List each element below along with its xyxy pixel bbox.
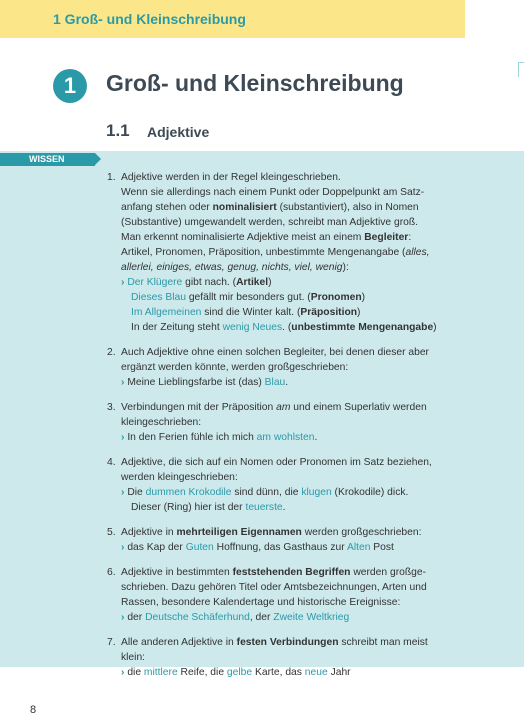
example-line (121, 375, 517, 390)
example-line (121, 275, 517, 290)
example-highlight: mittlere (143, 667, 178, 678)
rule-text: ): (342, 262, 349, 273)
rule-text: kleingeschrieben: (121, 417, 202, 428)
rule-text: Adjektive, die sich auf ein Nomen oder Pronomen im Satz beziehen, (121, 457, 432, 468)
example-text: sind die Winter kalt. ( (201, 307, 301, 318)
rule-text: werden kleingeschrieben: (121, 472, 238, 483)
rule-text: Adjektive in (121, 527, 177, 538)
example-text: ) (361, 292, 366, 303)
example-text: Meine Lieblingsfarbe ist (das) (127, 377, 265, 388)
example-line (121, 665, 517, 680)
rule-term: feststehenden Begriffen (232, 567, 351, 578)
example-highlight: Im Allgemeinen (131, 307, 202, 318)
rule-number: 6. (107, 567, 116, 578)
rule-text: Verbindungen mit der Präposition (121, 402, 277, 413)
example-text: das Kap der (127, 542, 186, 553)
example-category: Pronomen (310, 292, 362, 303)
rule-italic: allerlei, einiges, etwas, genug, nichts, viel, wenig (121, 262, 343, 273)
page-edge-mark (518, 62, 524, 77)
example-line (121, 320, 517, 335)
example-category: unbestimmte Mengenangabe (291, 322, 434, 333)
example-text: ) (357, 307, 361, 318)
running-header-title: 1 Groß- und Kleinschreibung (53, 11, 246, 27)
example-text: (Krokodile) dick. (331, 487, 409, 498)
example-highlight: Alten (346, 542, 371, 553)
example-highlight: dummen Krokodile (145, 487, 232, 498)
rule-text: Auch Adjektive ohne einen solchen Begleiter, bei denen dieser aber (121, 347, 429, 358)
example-text: Hoffnung, das Gasthaus zur (213, 542, 347, 553)
rule-text: schreibt man meist (338, 637, 428, 648)
example-line (121, 290, 517, 305)
rule-italic: am (276, 402, 291, 413)
example-text: gibt nach. ( (182, 277, 237, 288)
rule-3 (107, 400, 517, 445)
chapter-title: Groß- und Kleinschreibung (106, 70, 404, 96)
rule-number: 1. (107, 172, 116, 183)
rule-text: (substantiviert), also in Nomen (276, 202, 419, 213)
rule-number: 5. (107, 527, 116, 538)
rule-text: Rassen, besondere Kalendertage und historische Ereignisse: (121, 597, 401, 608)
rule-text: anfang stehen oder (121, 202, 213, 213)
knowledge-box-label: WISSEN (0, 153, 95, 166)
rule-text: : (408, 232, 412, 243)
example-text: . (314, 432, 318, 443)
rule-5 (107, 525, 517, 555)
rule-7 (107, 635, 517, 680)
rule-number: 3. (107, 402, 116, 413)
page-number: 8 (30, 704, 37, 716)
rule-text: schrieben. Dazu gehören Titel oder Amtsbezeichnungen, Arten und (121, 582, 427, 593)
rules-list (107, 170, 517, 690)
example-text: Dieser (Ring) hier ist der (131, 502, 246, 513)
example-highlight: wenig Neues (222, 322, 283, 333)
rule-text: Alle anderen Adjektive in (121, 637, 237, 648)
example-text: der (127, 612, 146, 623)
section-number: 1.1 (106, 121, 130, 140)
example-line (121, 610, 517, 625)
example-line (121, 540, 517, 555)
arrow-icon: › (121, 667, 125, 678)
arrow-icon: › (121, 432, 125, 443)
arrow-icon: › (121, 377, 125, 388)
rule-text: Adjektive werden in der Regel kleingeschrieben. (121, 172, 341, 183)
rule-6 (107, 565, 517, 625)
example-text: In den Ferien fühle ich mich (127, 432, 257, 443)
rule-text: werden großge- (350, 567, 427, 578)
section-title: Adjektive (147, 124, 210, 140)
example-highlight: Deutsche Schäferhund (145, 612, 250, 623)
example-line (121, 305, 517, 320)
running-header (0, 0, 465, 38)
example-text: ) (268, 277, 272, 288)
example-highlight: am wohlsten (256, 432, 315, 443)
example-text: . (282, 502, 286, 513)
example-text: die (127, 667, 144, 678)
rule-4 (107, 455, 517, 515)
rule-number: 7. (107, 637, 116, 648)
example-text: . ( (282, 322, 292, 333)
example-line (121, 500, 517, 515)
rule-number: 2. (107, 347, 116, 358)
rule-text: (Substantive) umgewandelt werden, schreibt man Adjektive groß. (121, 217, 419, 228)
example-highlight: Blau (264, 377, 286, 388)
example-line (121, 430, 517, 445)
rule-term: mehrteiligen Eigennamen (176, 527, 302, 538)
example-text: sind dünn, die (231, 487, 302, 498)
example-highlight: Dieses Blau (131, 292, 186, 303)
chapter-number-badge: 1 (53, 69, 87, 103)
example-highlight: gelbe (226, 667, 253, 678)
example-text: Die (127, 487, 146, 498)
example-highlight: klugen (301, 487, 332, 498)
example-highlight: neue (304, 667, 328, 678)
example-text: Reife, die (177, 667, 227, 678)
example-highlight: Guten (185, 542, 214, 553)
arrow-icon: › (121, 487, 125, 498)
rule-text: ergänzt werden könnte, werden großgeschrieben: (121, 362, 349, 373)
example-text: , der (249, 612, 274, 623)
arrow-icon: › (121, 542, 125, 553)
rule-italic: alles, (405, 247, 430, 258)
example-text: gefällt mir besonders gut. ( (185, 292, 311, 303)
example-highlight: teuerste (245, 502, 283, 513)
example-highlight: Zweite Weltkrieg (273, 612, 350, 623)
rule-text: Adjektive in bestimmten (121, 567, 233, 578)
example-highlight: Der Klügere (127, 277, 183, 288)
example-text: Karte, das (252, 667, 305, 678)
example-category: Präposition (300, 307, 358, 318)
rule-term: nominalisiert (212, 202, 277, 213)
rule-term: Begleiter (364, 232, 409, 243)
rule-text: Wenn sie allerdings nach einem Punkt oder Doppelpunkt am Satz- (121, 187, 425, 198)
example-text: . (285, 377, 289, 388)
rule-text: klein: (121, 652, 146, 663)
rule-text: Artikel, Pronomen, Präposition, unbestimmte Mengenangabe ( (121, 247, 406, 258)
rule-2 (107, 345, 517, 390)
arrow-icon: › (121, 277, 125, 288)
example-category: Artikel (236, 277, 269, 288)
rule-text: Man erkennt nominalisierte Adjektive meist an einem (121, 232, 365, 243)
example-text: In der Zeitung steht (131, 322, 223, 333)
example-text: Jahr (327, 667, 351, 678)
rule-text: werden großgeschrieben: (301, 527, 422, 538)
example-line (121, 485, 517, 500)
example-text: ) (433, 322, 437, 333)
rule-number: 4. (107, 457, 116, 468)
rule-1 (107, 170, 517, 335)
rule-term: festen Verbindungen (236, 637, 339, 648)
rule-text: und einem Superlativ werden (290, 402, 427, 413)
arrow-icon: › (121, 612, 125, 623)
example-text: Post (370, 542, 394, 553)
